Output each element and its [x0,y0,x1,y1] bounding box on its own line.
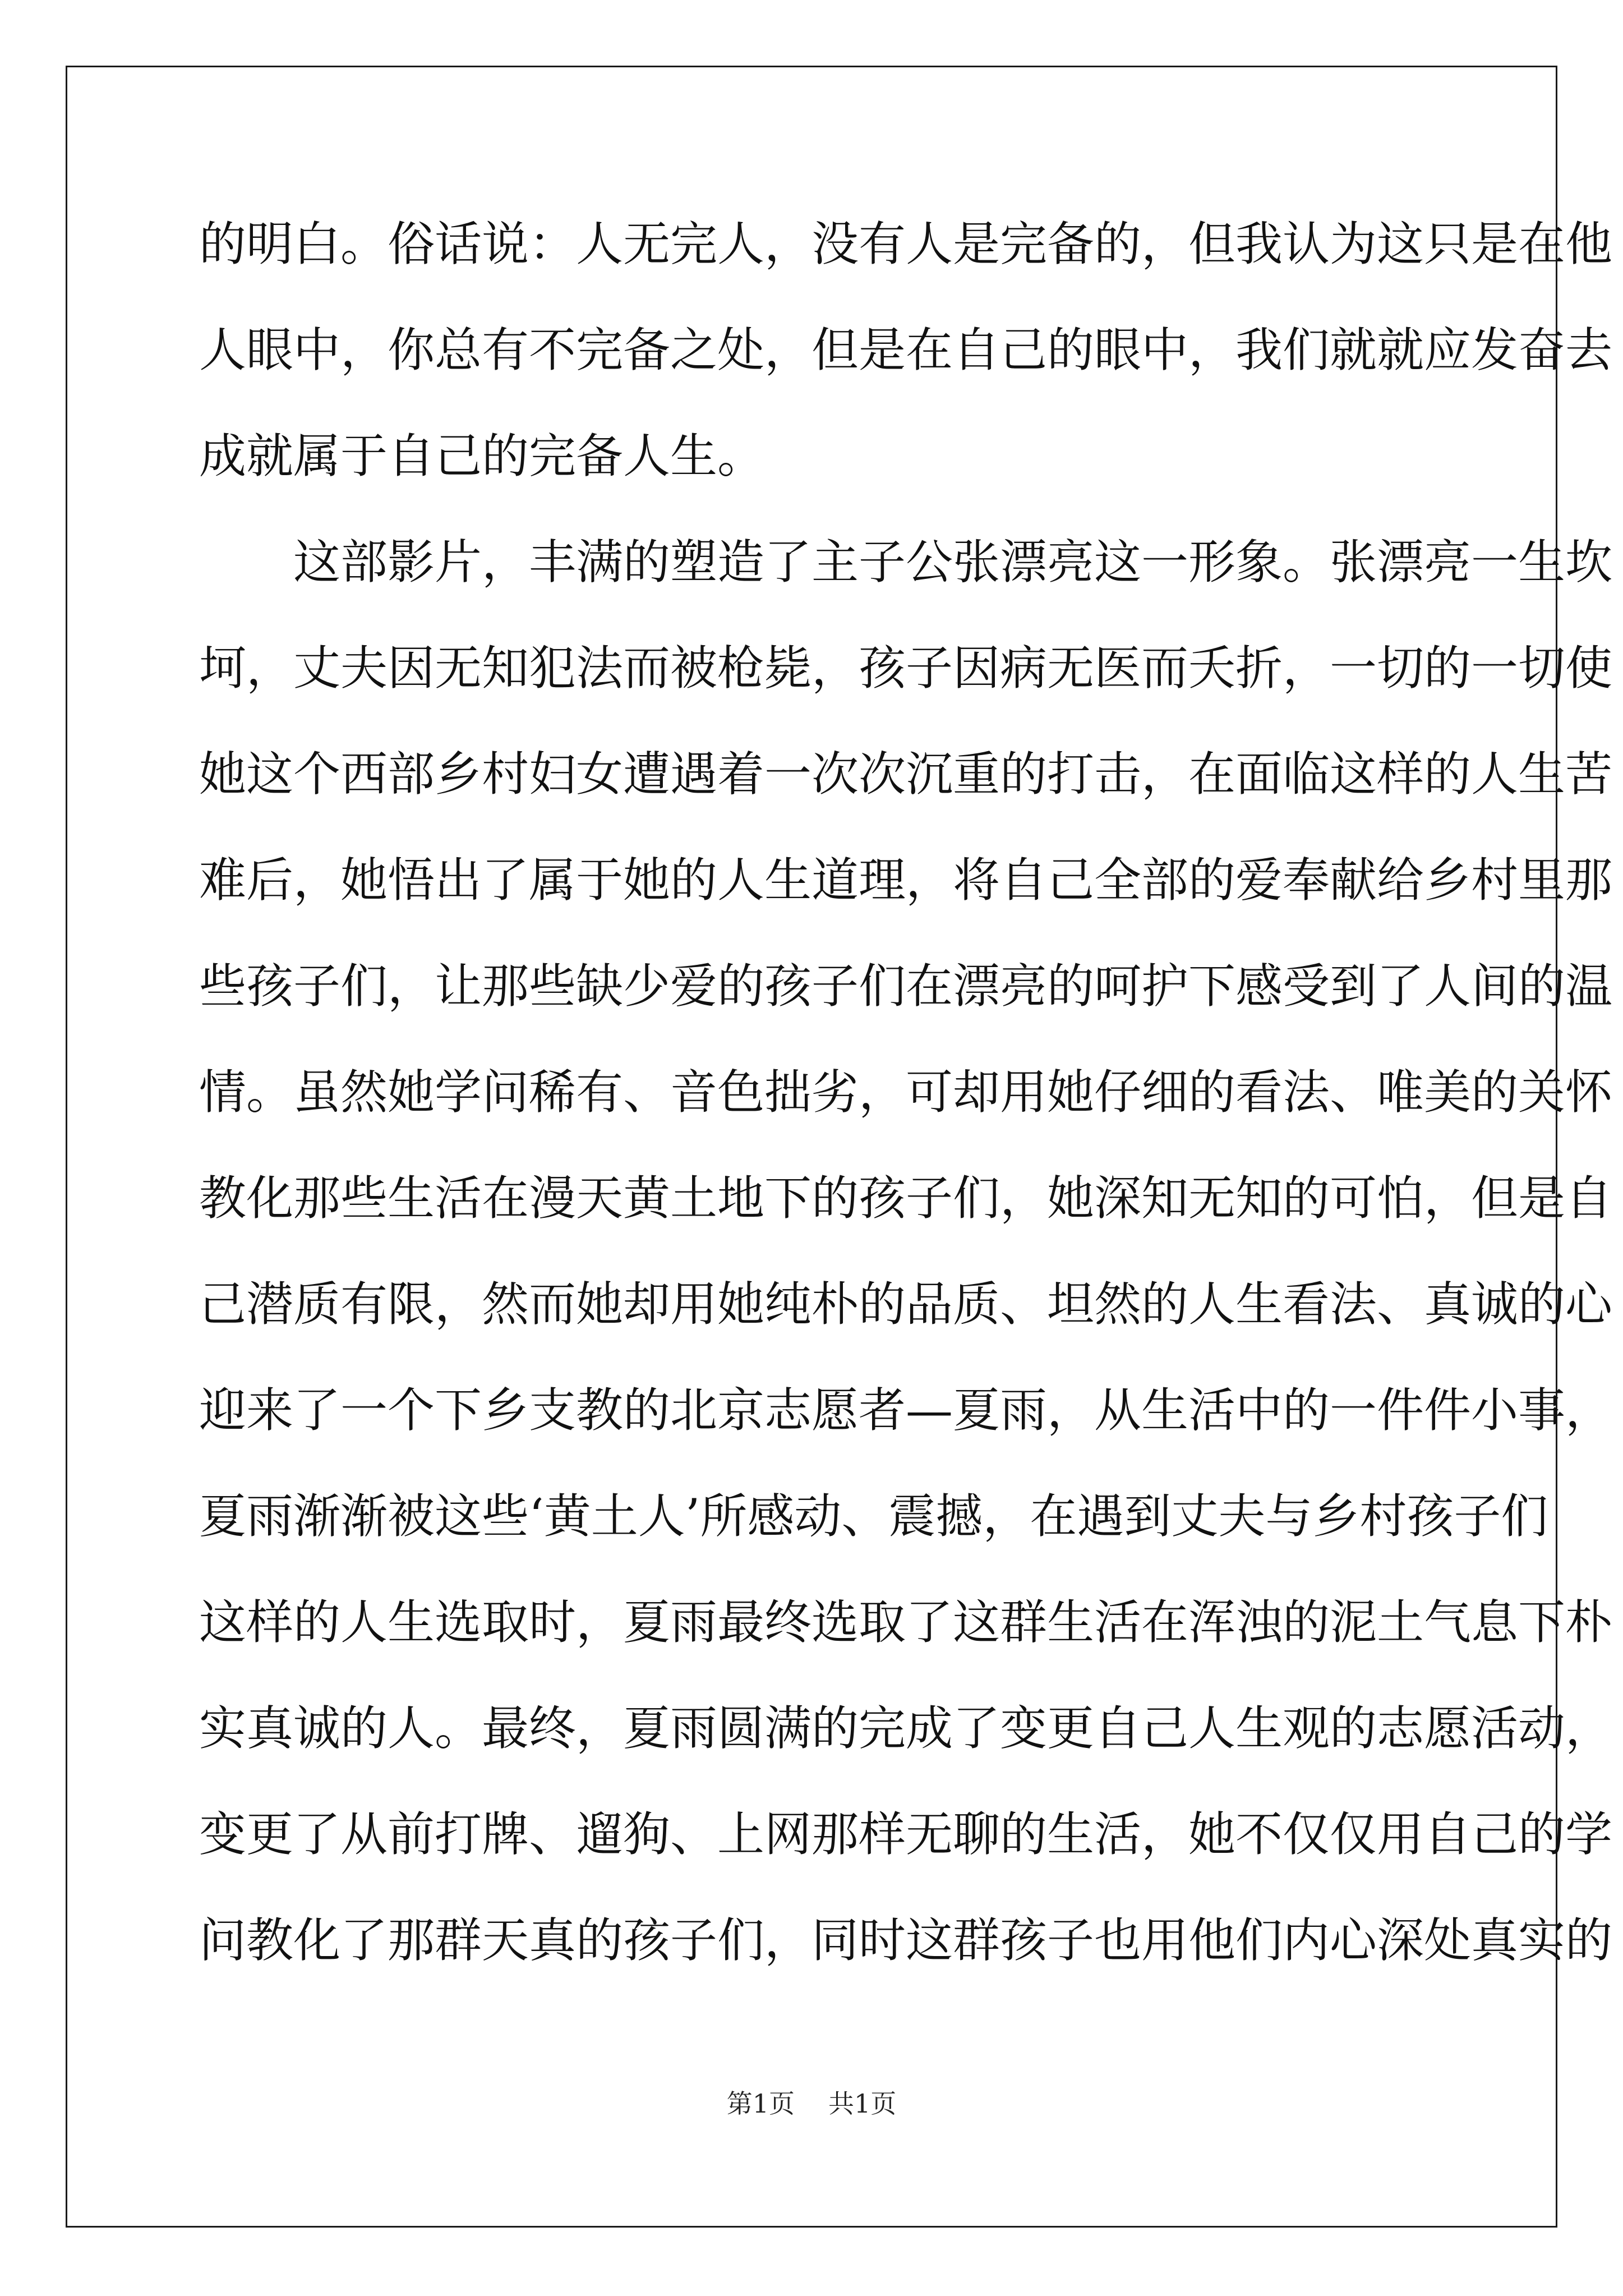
text-line: 情。虽然她学问稀有、音色拙劣，可却用她仔细的看法、唯美的关怀 [199,1065,1613,1120]
text-line: 实真诚的人。最终，夏雨圆满的完成了变更自己人生观的志愿活动， [199,1701,1613,1756]
text-line: 难后，她悟出了属于她的人生道理，将自己全部的爱奉献给乡村里那 [199,853,1613,908]
page-total: 共1页 [828,2088,897,2119]
text-line: 她这个西部乡村妇女遭遇着一次次沉重的打击，在面临这样的人生苦 [199,747,1613,802]
text-line: 人眼中，你总有不完备之处，但是在自己的眼中，我们就就应发奋去 [199,323,1613,378]
page-number: 第1页 [726,2088,795,2119]
text-line: 迎来了一个下乡支教的北京志愿者—夏雨，从生活中的一件件小事， [199,1383,1613,1438]
text-line: 的明白。俗话说：人无完人，没有人是完备的，但我认为这只是在他 [199,217,1613,272]
text-line: 夏雨渐渐被这些‘黄土人’所感动、震撼，在遇到丈夫与乡村孩子们 [199,1489,1548,1544]
text-line: 这样的人生选取时，夏雨最终选取了这群生活在浑浊的泥土气息下朴 [199,1595,1613,1650]
text-line: 坷，丈夫因无知犯法而被枪毙，孩子因病无医而夭折，一切的一切使 [199,641,1613,696]
text-line: 些孩子们，让那些缺少爱的孩子们在漂亮的呵护下感受到了人间的温 [199,959,1613,1014]
text-line: 变更了从前打牌、遛狗、上网那样无聊的生活，她不仅仅用自己的学 [199,1807,1613,1862]
text-line: 这部影片，丰满的塑造了主子公张漂亮这一形象。张漂亮一生坎 [199,535,1613,590]
text-line: 问教化了那群天真的孩子们，同时这群孩子也用他们内心深处真实的 [199,1913,1613,1968]
text-line: 成就属于自己的完备人生。 [199,429,765,484]
page-border [66,66,1613,2228]
text-line: 己潜质有限，然而她却用她纯朴的品质、坦然的人生看法、真诚的心 [199,1277,1613,1332]
page-footer [0,2087,1623,2120]
text-line: 教化那些生活在漫天黄土地下的孩子们，她深知无知的可怕，但是自 [199,1171,1613,1226]
